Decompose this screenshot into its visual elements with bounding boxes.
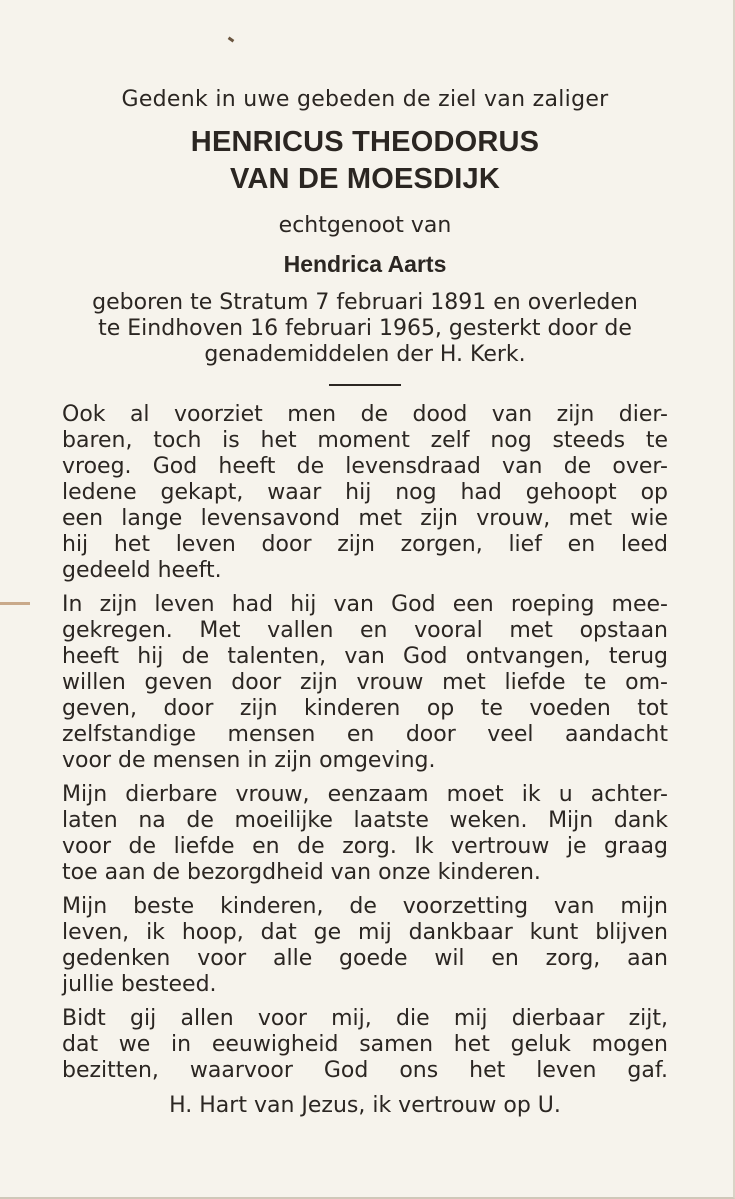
life-line-1: geboren te Stratum 7 februari 1891 en overleden <box>92 290 638 315</box>
text-line: leven, ik hoop, dat ge mij dankbaar kunt blijven <box>62 920 668 945</box>
text-line: heeft hij de talenten, van God ontvangen, terug <box>62 644 668 669</box>
text-line: bezitten, waarvoor God ons het leven gaf. <box>62 1058 668 1083</box>
edge-stain <box>0 602 30 605</box>
spouse-name: Hendrica Aarts <box>283 251 447 277</box>
spouse-label: echtgenoot van <box>278 213 452 238</box>
intro-line: Gedenk in uwe gebeden de ziel van zaliger <box>121 87 609 112</box>
paragraph-3 <box>62 782 668 886</box>
text-line: ledene gekapt, waar hij nog had gehoopt op <box>62 480 668 505</box>
text-line: zelfstandige mensen en door veel aandacht <box>62 722 668 747</box>
text-line: Mijn dierbare vrouw, eenzaam moet ik u achter- <box>62 782 668 807</box>
paragraph-5 <box>62 1006 668 1084</box>
text-line: hij het leven door zijn zorgen, lief en leed <box>62 532 668 557</box>
text-line: Mijn beste kinderen, de voorzetting van mijn <box>62 894 668 919</box>
ink-speck <box>228 37 235 43</box>
text-line: gedeeld heeft. <box>62 558 222 583</box>
text-line: geven, door zijn kinderen op te voeden tot <box>62 696 668 721</box>
body-text <box>62 402 668 1084</box>
text-line: Bidt gij allen voor mij, die mij dierbaar zijt, <box>62 1006 668 1031</box>
text-line: dat we in eeuwigheid samen het geluk mogen <box>62 1032 668 1057</box>
deceased-name-line-2: VAN DE MOESDIJK <box>230 163 500 195</box>
paragraph-1 <box>62 402 668 584</box>
divider <box>329 384 401 386</box>
paragraph-4 <box>62 894 668 998</box>
life-line-2: te Eindhoven 16 februari 1965, gesterkt door de <box>98 316 632 341</box>
card-content <box>62 86 668 1120</box>
text-line: willen geven door zijn vrouw met liefde te om- <box>62 670 668 695</box>
life-dates <box>62 290 668 368</box>
text-line: een lange levensavond met zijn vrouw, met wie <box>62 506 668 531</box>
text-line: voor de liefde en de zorg. Ik vertrouw je graag <box>62 834 668 859</box>
text-line: baren, toch is het moment zelf nog steeds te <box>62 428 668 453</box>
paragraph-2 <box>62 592 668 774</box>
text-line: toe aan de bezorgdheid van onze kinderen. <box>62 860 541 885</box>
text-line: In zijn leven had hij van God een roeping mee- <box>62 592 668 617</box>
text-line: vroeg. God heeft de levensdraad van de over- <box>62 454 668 479</box>
text-line: gekregen. Met vallen en vooral met opstaan <box>62 618 668 643</box>
text-line: laten na de moeilijke laatste weken. Mijn dank <box>62 808 668 833</box>
text-line: jullie besteed. <box>62 972 217 997</box>
life-line-3: genademiddelen der H. Kerk. <box>204 342 526 367</box>
text-line: gedenken voor alle goede wil en zorg, aan <box>62 946 668 971</box>
text-line: voor de mensen in zijn omgeving. <box>62 748 436 773</box>
closing-prayer: H. Hart van Jezus, ik vertrouw op U. <box>169 1093 561 1118</box>
deceased-name-line-1: HENRICUS THEODORUS <box>190 126 540 158</box>
text-line: Ook al voorziet men de dood van zijn dier- <box>62 402 668 427</box>
